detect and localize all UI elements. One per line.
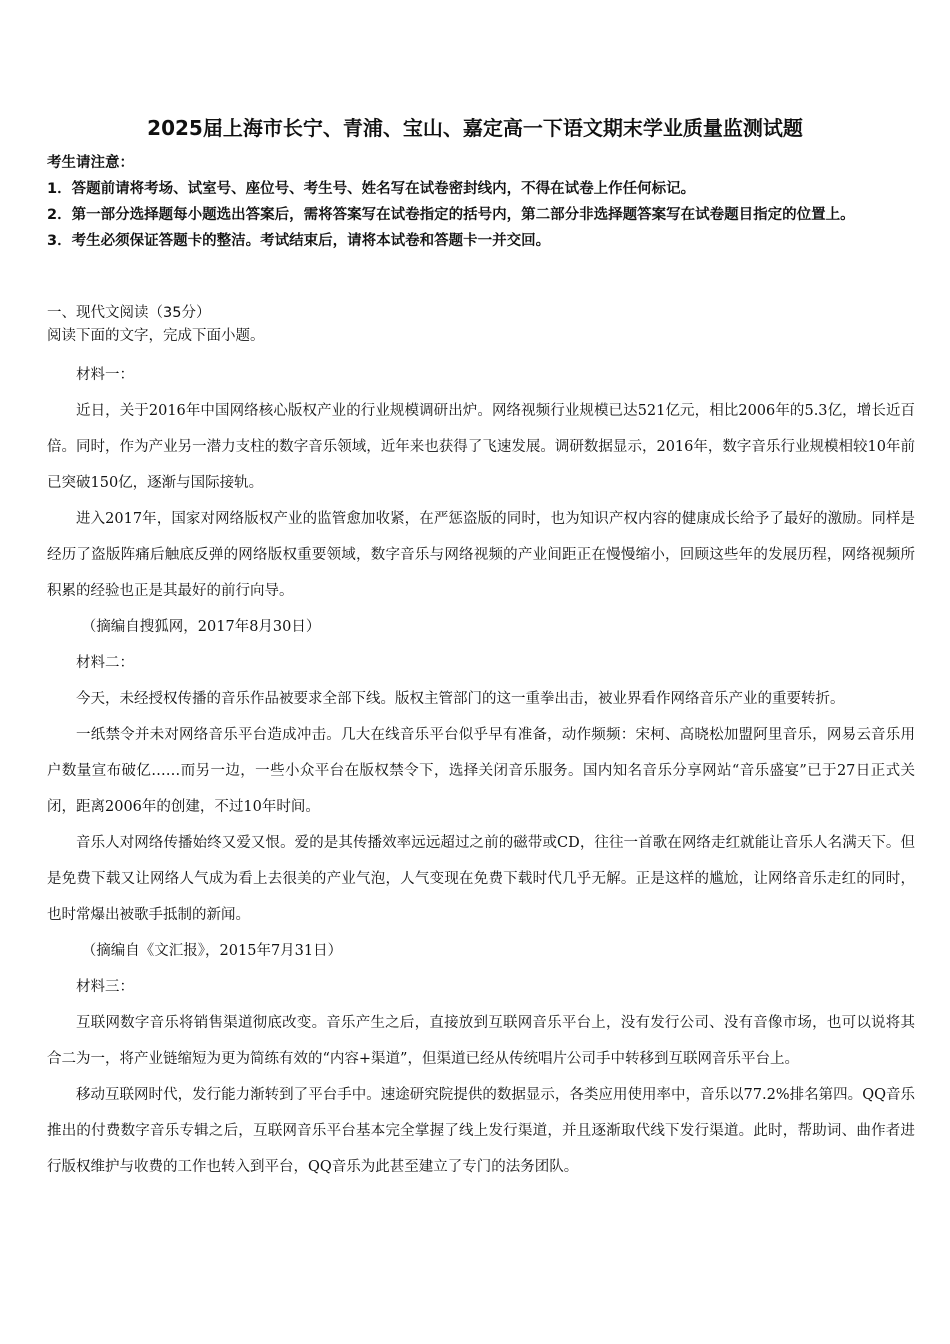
material-paragraph: 近日，关于2016年中国网络核心版权产业的行业规模调研出炉。网络视频行业规模已达521亿元，相比2006年的5.3亿，增长近百倍。同时，作为产业另一潜力支柱的数字音乐领域，近年来也获得了飞速发展。调研数据显示，2016年，数字音乐行业规模相较10年前已突破150亿，逐渐与国际接轨。 [47, 403, 915, 491]
material-paragraph: 移动互联网时代，发行能力渐转到了平台手中。速途研究院提供的数据显示，各类应用使用率中，音乐以77.2%排名第四。QQ音乐推出的付费数字音乐专辑之后，互联网音乐平台基本完全掌握了线上发行渠道，并且逐渐取代线下发行渠道。此时，帮助词、曲作者进行版权维护与收费的工作也转入到平台，QQ音乐为此甚至建立了专门的法务团队。 [47, 1087, 915, 1175]
material-label: 材料三： [76, 979, 134, 995]
material-label: 材料二： [76, 655, 134, 671]
notice-heading: 考生请注意： [47, 155, 134, 171]
material-paragraph: 今天，未经授权传播的音乐作品被要求全部下线。版权主管部门的这一重拳出击，被业界看作网络音乐产业的重要转折。 [76, 691, 845, 707]
exam-title: 2025届上海市长宁、青浦、宝山、嘉定高一下语文期末学业质量监测试题 [147, 116, 803, 140]
notice-item: 1．答题前请将考场、试室号、座位号、考生号、姓名写在试卷密封线内，不得在试卷上作任何标记。 [47, 181, 696, 197]
material-source: （摘编自搜狐网，2017年8月30日） [81, 619, 321, 635]
notice-item: 3．考生必须保证答题卡的整洁。考试结束后，请将本试卷和答题卡一并交回。 [47, 233, 551, 249]
candidate-notice [47, 150, 907, 254]
material-paragraph: 一纸禁令并未对网络音乐平台造成冲击。几大在线音乐平台似乎早有准备，动作频频：宋柯、高晓松加盟阿里音乐，网易云音乐用户数量宣布破亿……而另一边，一些小众平台在版权禁令下，选择关闭音乐服务。国内知名音乐分享网站“音乐盛宴”已于27日正式关闭，距离2006年的创建，不过10年时间。 [47, 727, 915, 815]
notice-item: 2．第一部分选择题每小题选出答案后，需将答案写在试卷指定的括号内，第二部分非选择题答案写在试卷题目指定的位置上。 [47, 207, 855, 223]
material-paragraph: 进入2017年，国家对网络版权产业的监管愈加收紧，在严惩盗版的同时，也为知识产权内容的健康成长给予了最好的激励。同样是经历了盗版阵痛后触底反弹的网络版权重要领域，数字音乐与网络视频的产业间距正在慢慢缩小，回顾这些年的发展历程，网络视频所积累的经验也正是其最好的前行向导。 [47, 511, 915, 599]
section-header [47, 302, 917, 348]
material-label: 材料一： [76, 367, 134, 383]
section-instruction: 阅读下面的文字，完成下面小题。 [47, 328, 265, 344]
material-source: （摘编自《文汇报》，2015年7月31日） [81, 943, 343, 959]
material-paragraph: 音乐人对网络传播始终又爱又恨。爱的是其传播效率远远超过之前的磁带或CD，往往一首歌在网络走红就能让音乐人名满天下。但是免费下载又让网络人气成为看上去很美的产业气泡，人气变现在免费下载时代几乎无解。正是这样的尴尬，让网络音乐走红的同时，也时常爆出被歌手抵制的新闻。 [47, 835, 915, 923]
reading-materials [47, 357, 915, 1185]
material-paragraph: 互联网数字音乐将销售渠道彻底改变。音乐产生之后，直接放到互联网音乐平台上，没有发行公司、没有音像市场，也可以说将其合二为一，将产业链缩短为更为简练有效的“内容+渠道”，但渠道已经从传统唱片公司手中转移到互联网音乐平台上。 [47, 1015, 915, 1067]
section-heading: 一、现代文阅读（35分） [47, 305, 211, 321]
